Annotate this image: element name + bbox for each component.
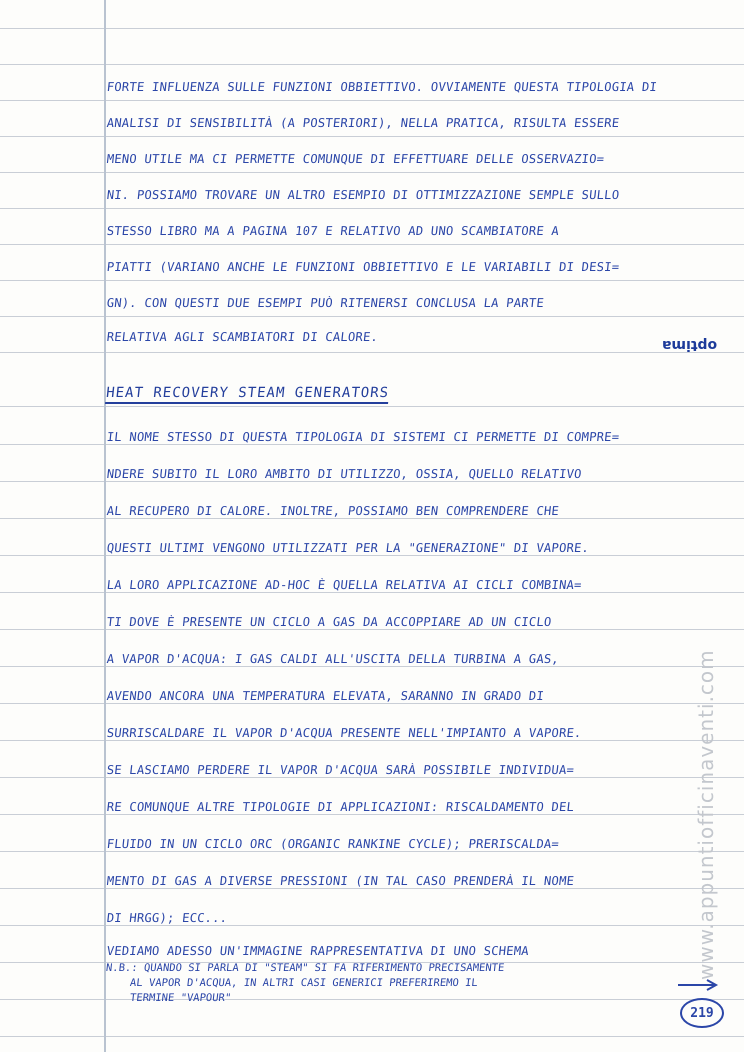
footnote-line: AL VAPOR D'ACQUA, IN ALTRI CASI GENERICI PREFERIREMO IL <box>129 977 479 989</box>
text-line: PIATTI (VARIANO ANCHE LE FUNZIONI OBBIETTIVO E LE VARIABILI DI DESI= <box>106 260 621 274</box>
text-line: FLUIDO IN UN CICLO ORC (ORGANIC RANKINE CYCLE); PRERISCALDA= <box>106 837 560 851</box>
margin-line <box>104 0 106 1052</box>
rule-line <box>0 555 744 556</box>
section-title: HEAT RECOVERY STEAM GENERATORS <box>105 385 390 404</box>
rule-line <box>0 64 744 65</box>
rule-line <box>0 444 744 445</box>
text-line: AL RECUPERO DI CALORE. INOLTRE, POSSIAMO BEN COMPRENDERE CHE <box>106 504 560 518</box>
rule-line <box>0 316 744 317</box>
rule-line <box>0 629 744 630</box>
rule-line <box>0 136 744 137</box>
rule-line <box>0 1036 744 1037</box>
text-line: DI HRGG); ECC... <box>106 911 229 925</box>
bleed-through-fragment: optima <box>662 337 718 353</box>
rule-line <box>0 172 744 173</box>
text-line: MENTO DI GAS A DIVERSE PRESSIONI (IN TAL CASO PRENDERÀ IL NOME <box>106 874 575 888</box>
text-line: RE COMUNQUE ALTRE TIPOLOGIE DI APPLICAZIONI: RISCALDAMENTO DEL <box>106 800 575 814</box>
rule-line <box>0 518 744 519</box>
rule-line <box>0 888 744 889</box>
text-line: LA LORO APPLICAZIONE AD-HOC È QUELLA RELATIVA AI CICLI COMBINA= <box>106 578 583 592</box>
text-line: SURRISCALDARE IL VAPOR D'ACQUA PRESENTE NELL'IMPIANTO A VAPORE. <box>106 726 583 740</box>
rule-line <box>0 481 744 482</box>
rule-line <box>0 925 744 926</box>
rule-line <box>0 352 744 353</box>
footnote-line: TERMINE "VAPOUR" <box>129 992 232 1004</box>
watermark: www.appuntiofficinaventi.com <box>694 649 718 980</box>
text-line: FORTE INFLUENZA SULLE FUNZIONI OBBIETTIVO. OVVIAMENTE QUESTA TIPOLOGIA DI <box>106 80 658 94</box>
text-line: AVENDO ANCORA UNA TEMPERATURA ELEVATA, SARANNO IN GRADO DI <box>106 689 545 703</box>
text-line: SE LASCIAMO PERDERE IL VAPOR D'ACQUA SARÀ POSSIBILE INDIVIDUA= <box>106 763 575 777</box>
rule-line <box>0 100 744 101</box>
arrow-right-icon <box>676 978 720 992</box>
footnote-line: N.B.: QUANDO SI PARLA DI "STEAM" SI FA RIFERIMENTO PRECISAMENTE <box>105 962 505 974</box>
rule-line <box>0 666 744 667</box>
rule-line <box>0 280 744 281</box>
rule-line <box>0 740 744 741</box>
rule-line <box>0 208 744 209</box>
rule-line <box>0 406 744 407</box>
rule-line <box>0 28 744 29</box>
page-number: 219 <box>680 998 724 1028</box>
text-line: QUESTI ULTIMI VENGONO UTILIZZATI PER LA "GENERAZIONE" DI VAPORE. <box>106 541 590 555</box>
text-line: GN). CON QUESTI DUE ESEMPI PUÒ RITENERSI CONCLUSA LA PARTE <box>106 296 545 310</box>
rule-line <box>0 851 744 852</box>
text-line: NDERE SUBITO IL LORO AMBITO DI UTILIZZO, OSSIA, QUELLO RELATIVO <box>106 467 583 481</box>
rule-line <box>0 777 744 778</box>
rule-line <box>0 592 744 593</box>
rule-line <box>0 244 744 245</box>
text-line: A VAPOR D'ACQUA: I GAS CALDI ALL'USCITA DELLA TURBINA A GAS, <box>106 652 560 666</box>
text-line: IL NOME STESSO DI QUESTA TIPOLOGIA DI SISTEMI CI PERMETTE DI COMPRE= <box>106 430 621 444</box>
rule-line <box>0 703 744 704</box>
text-line: RELATIVA AGLI SCAMBIATORI DI CALORE. <box>106 330 379 344</box>
text-line: STESSO LIBRO MA A PAGINA 107 E RELATIVO AD UNO SCAMBIATORE A <box>106 224 560 238</box>
text-line: MENO UTILE MA CI PERMETTE COMUNQUE DI EFFETTUARE DELLE OSSERVAZIO= <box>106 152 605 166</box>
text-line: TI DOVE È PRESENTE UN CICLO A GAS DA ACCOPPIARE AD UN CICLO <box>106 615 553 629</box>
rule-line <box>0 814 744 815</box>
text-line: ANALISI DI SENSIBILITÀ (A POSTERIORI), NELLA PRATICA, RISULTA ESSERE <box>106 116 621 130</box>
text-line: NI. POSSIAMO TROVARE UN ALTRO ESEMPIO DI OTTIMIZZAZIONE SEMPLE SULLO <box>106 188 621 202</box>
closing-line: VEDIAMO ADESSO UN'IMMAGINE RAPPRESENTATIVA DI UNO SCHEMA <box>106 944 530 958</box>
